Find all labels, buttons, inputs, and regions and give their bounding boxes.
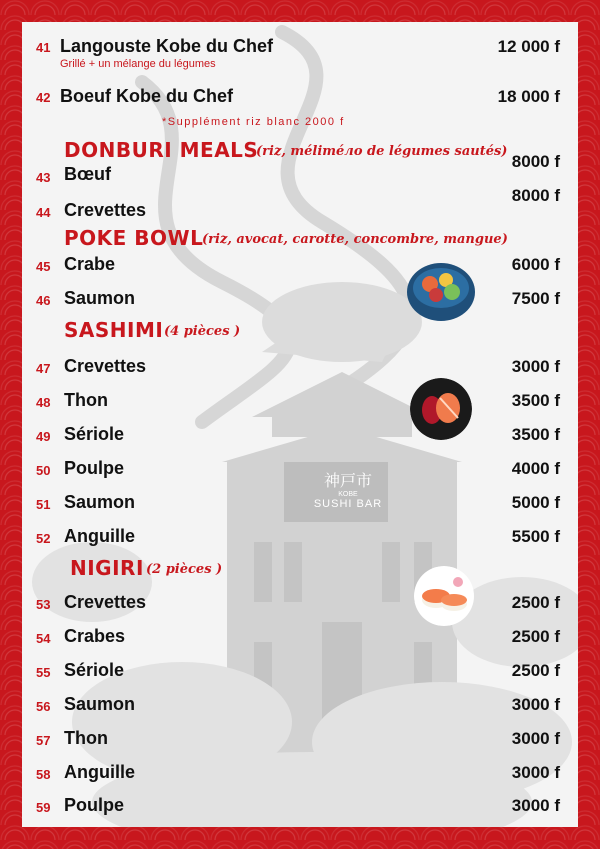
item-name: Crevettes [64,356,147,376]
item-number: 58 [36,767,51,782]
sign-small: KOBE [338,491,358,498]
item-name: Crabes [64,626,126,646]
item-price: 2500 f [511,627,560,646]
item-number: 50 [36,463,51,478]
sashimi-photo [410,378,472,440]
item-number: 41 [36,40,51,55]
item-name: Saumon [64,492,136,512]
item-price: 2500 f [511,661,560,680]
item-name: Sériole [64,424,125,444]
item-number: 43 [36,170,51,185]
item-price: 5000 f [511,493,560,512]
item-price: 12 000 f [497,37,560,56]
item-price: 8000 f [511,186,560,205]
item-price: 6000 f [511,255,560,274]
item-number: 51 [36,497,51,512]
menu-panel [22,22,578,827]
item-number: 57 [36,733,51,748]
section-subtitle-poke: (riz, avocat, carotte, concombre, mangue) [202,232,508,247]
item-name: Sériole [64,660,125,680]
item-name: Anguille [64,762,135,782]
item-number: 54 [36,631,51,646]
item-number: 56 [36,699,51,714]
item-name: Crabe [64,254,116,274]
item-price: 18 000 f [497,87,560,106]
sushi-bar-sign [298,462,398,522]
item-price: 3000 f [511,357,560,376]
item-price: 3000 f [511,763,560,782]
item-price: 3000 f [511,796,560,815]
poke-bowl-photo [406,262,476,322]
item-number: 46 [36,293,51,308]
item-price: 2500 f [511,593,560,612]
item-price: 3000 f [511,729,560,748]
item-name: Poulpe [64,458,125,478]
item-price: 8000 f [511,152,560,171]
supplement-note: *Supplément riz blanc 2000 f [162,116,345,128]
item-name: Poulpe [64,795,125,815]
item-price: 7500 f [511,289,560,308]
item-name: Saumon [64,288,136,308]
item-number: 53 [36,597,51,612]
section-subtitle-sashimi: (4 pièces ) [164,324,241,339]
item-name: Boeuf Kobe du Chef [60,86,233,106]
item-price: 4000 f [511,459,560,478]
item-name: Thon [64,728,108,748]
section-title-poke: POKE BOWL [64,226,204,250]
item-name: Bœuf [64,164,111,184]
item-name: Thon [64,390,108,410]
section-title-donburi: DONBURI MEALS [64,138,259,162]
item-name: Langouste Kobe du Chef [60,36,273,56]
item-name: Crevettes [64,200,147,220]
item-number: 45 [36,259,51,274]
item-number: 48 [36,395,51,410]
item-number: 44 [36,205,51,220]
item-price: 3500 f [511,425,560,444]
item-number: 49 [36,429,51,444]
section-title-nigiri: NIGIRI [70,556,144,580]
section-subtitle-nigiri: (2 pièces ) [146,562,223,577]
item-number: 59 [36,800,51,815]
item-number: 55 [36,665,51,680]
item-price: 3500 f [511,391,560,410]
item-price: 3000 f [511,695,560,714]
item-price: 5500 f [511,527,560,546]
sign-name: SUSHI BAR [313,498,383,510]
item-name: Crevettes [64,592,147,612]
section-title-sashimi: SASHIMI [64,318,164,342]
nigiri-photo [412,566,476,626]
item-number: 42 [36,90,51,105]
item-name: Saumon [64,694,136,714]
sign-kanji: 神戸市 [323,473,372,490]
item-number: 47 [36,361,51,376]
section-subtitle-donburi: (riz, méliméло de légumes sautés) [256,144,508,159]
item-description: Grillé + un mélange du légumes [60,58,216,70]
item-name: Anguille [64,526,135,546]
item-number: 52 [36,531,51,546]
